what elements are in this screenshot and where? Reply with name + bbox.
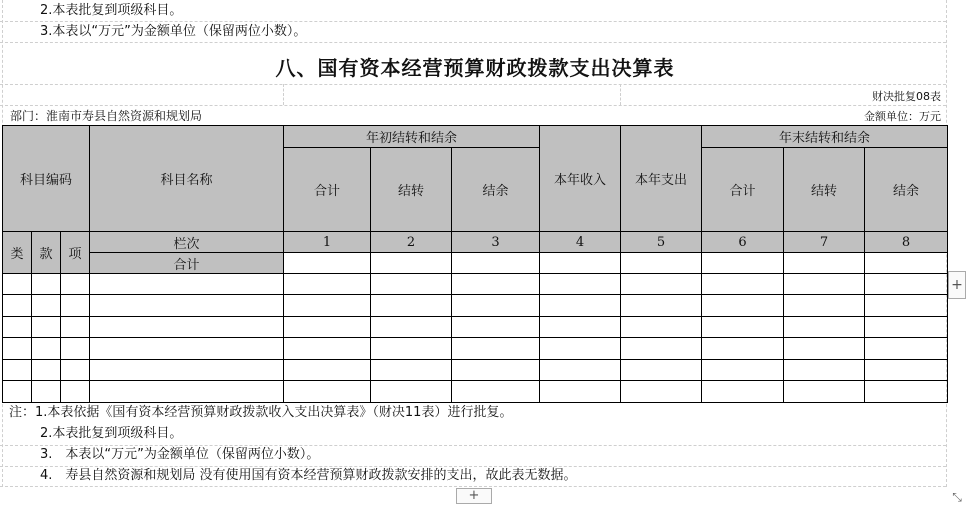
table-cell[interactable] bbox=[784, 317, 865, 338]
table-cell[interactable] bbox=[284, 317, 371, 338]
table-cell[interactable] bbox=[621, 317, 702, 338]
unit-label: 金额单位：万元 bbox=[864, 110, 941, 123]
table-cell[interactable] bbox=[702, 360, 784, 381]
column-number: 8 bbox=[865, 232, 948, 253]
table-cell[interactable] bbox=[371, 338, 452, 360]
table-row bbox=[3, 338, 948, 360]
header-subject-code: 科目编码 bbox=[3, 126, 90, 232]
table-cell[interactable] bbox=[90, 360, 284, 381]
table-cell[interactable] bbox=[371, 317, 452, 338]
table-cell[interactable] bbox=[702, 317, 784, 338]
table-cell[interactable] bbox=[32, 338, 61, 360]
table-cell[interactable] bbox=[702, 381, 784, 403]
table-row bbox=[3, 381, 948, 403]
table-cell[interactable] bbox=[865, 338, 948, 360]
header-end-carry: 结转 bbox=[784, 148, 865, 232]
column-number: 4 bbox=[540, 232, 621, 253]
gridline bbox=[0, 42, 946, 43]
total-cell[interactable] bbox=[284, 253, 371, 274]
column-number: 3 bbox=[452, 232, 540, 253]
total-cell[interactable] bbox=[784, 253, 865, 274]
table-cell[interactable] bbox=[784, 381, 865, 403]
table-cell[interactable] bbox=[284, 274, 371, 295]
table-cell[interactable] bbox=[90, 317, 284, 338]
table-cell[interactable] bbox=[61, 360, 90, 381]
table-cell[interactable] bbox=[452, 317, 540, 338]
table-cell[interactable] bbox=[3, 274, 32, 295]
total-cell[interactable] bbox=[452, 253, 540, 274]
total-cell[interactable] bbox=[702, 253, 784, 274]
column-number: 6 bbox=[702, 232, 784, 253]
total-cell[interactable] bbox=[865, 253, 948, 274]
table-row bbox=[3, 274, 948, 295]
table-cell[interactable] bbox=[61, 295, 90, 317]
table-cell[interactable] bbox=[452, 360, 540, 381]
table-cell[interactable] bbox=[32, 295, 61, 317]
table-cell[interactable] bbox=[621, 274, 702, 295]
expenditure-table bbox=[2, 125, 948, 403]
gridline bbox=[0, 486, 946, 487]
gridline bbox=[283, 84, 284, 105]
gridline bbox=[0, 105, 946, 106]
table-cell[interactable] bbox=[61, 317, 90, 338]
table-cell[interactable] bbox=[621, 360, 702, 381]
table-cell[interactable] bbox=[784, 338, 865, 360]
page-title: 八、国有资本经营预算财政拨款支出决算表 bbox=[275, 56, 675, 80]
table-cell[interactable] bbox=[702, 338, 784, 360]
table-cell[interactable] bbox=[865, 317, 948, 338]
table-cell[interactable] bbox=[702, 274, 784, 295]
table-cell[interactable] bbox=[371, 381, 452, 403]
table-cell[interactable] bbox=[452, 381, 540, 403]
header-begin-total: 合计 bbox=[284, 148, 371, 232]
table-cell[interactable] bbox=[61, 381, 90, 403]
gridline bbox=[0, 84, 946, 85]
table-row bbox=[3, 295, 948, 317]
code-item: 项 bbox=[61, 232, 90, 274]
table-cell[interactable] bbox=[540, 274, 621, 295]
table-cell[interactable] bbox=[32, 360, 61, 381]
table-cell[interactable] bbox=[865, 295, 948, 317]
header-begin-carry: 结转 bbox=[371, 148, 452, 232]
table-cell[interactable] bbox=[865, 274, 948, 295]
table-cell[interactable] bbox=[865, 360, 948, 381]
header-begin-group: 年初结转和结余 bbox=[284, 126, 540, 148]
column-number: 1 bbox=[284, 232, 371, 253]
table-cell[interactable] bbox=[540, 317, 621, 338]
table-cell[interactable] bbox=[865, 381, 948, 403]
column-number: 5 bbox=[621, 232, 702, 253]
table-cell[interactable] bbox=[3, 381, 32, 403]
table-cell[interactable] bbox=[540, 360, 621, 381]
total-label: 合计 bbox=[90, 253, 284, 274]
table-cell[interactable] bbox=[621, 338, 702, 360]
header-end-total: 合计 bbox=[702, 148, 784, 232]
table-cell[interactable] bbox=[3, 317, 32, 338]
total-cell[interactable] bbox=[371, 253, 452, 274]
add-column-button[interactable]: + bbox=[948, 271, 966, 299]
header-income: 本年收入 bbox=[540, 126, 621, 232]
resize-handle-icon[interactable]: ⤡ bbox=[952, 490, 962, 504]
table-cell[interactable] bbox=[371, 360, 452, 381]
table-cell[interactable] bbox=[702, 295, 784, 317]
table-cell[interactable] bbox=[90, 381, 284, 403]
add-row-button[interactable]: + bbox=[456, 488, 492, 504]
note-4: 4. 寿县自然资源和规划局 没有使用国有资本经营预算财政拨款安排的支出，故此表无数据。 bbox=[40, 468, 577, 483]
table-cell[interactable] bbox=[452, 338, 540, 360]
table-cell[interactable] bbox=[284, 295, 371, 317]
header-begin-balance: 结余 bbox=[452, 148, 540, 232]
code-section: 款 bbox=[32, 232, 61, 274]
column-number: 7 bbox=[784, 232, 865, 253]
table-cell[interactable] bbox=[784, 295, 865, 317]
department-label: 部门：淮南市寿县自然资源和规划局 bbox=[10, 109, 203, 123]
table-cell[interactable] bbox=[540, 338, 621, 360]
table-cell[interactable] bbox=[3, 295, 32, 317]
code-class: 类 bbox=[3, 232, 32, 274]
note-2: 2.本表批复到项级科目。 bbox=[40, 426, 183, 441]
header-subject-name: 科目名称 bbox=[90, 126, 284, 232]
table-cell[interactable] bbox=[371, 295, 452, 317]
table-cell[interactable] bbox=[90, 338, 284, 360]
table-row bbox=[3, 317, 948, 338]
table-cell[interactable] bbox=[3, 338, 32, 360]
table-cell[interactable] bbox=[452, 274, 540, 295]
table-cell[interactable] bbox=[3, 360, 32, 381]
table-cell[interactable] bbox=[621, 381, 702, 403]
table-row bbox=[3, 360, 948, 381]
table-cell[interactable] bbox=[90, 295, 284, 317]
note-3: 3. 本表以“万元”为金额单位（保留两位小数）。 bbox=[40, 447, 320, 462]
top-note-2: 2.本表批复到项级科目。 bbox=[40, 3, 183, 18]
table-cell[interactable] bbox=[32, 317, 61, 338]
column-label: 栏次 bbox=[90, 232, 284, 253]
header-expense: 本年支出 bbox=[621, 126, 702, 232]
table-cell[interactable] bbox=[371, 274, 452, 295]
gridline bbox=[620, 84, 621, 105]
column-number: 2 bbox=[371, 232, 452, 253]
table-cell[interactable] bbox=[32, 274, 61, 295]
table-cell[interactable] bbox=[61, 274, 90, 295]
table-cell[interactable] bbox=[540, 381, 621, 403]
table-cell[interactable] bbox=[61, 338, 90, 360]
header-end-balance: 结余 bbox=[865, 148, 948, 232]
header-end-group: 年末结转和结余 bbox=[702, 126, 948, 148]
table-cell[interactable] bbox=[452, 295, 540, 317]
table-cell[interactable] bbox=[90, 274, 284, 295]
table-cell[interactable] bbox=[784, 274, 865, 295]
total-cell[interactable] bbox=[540, 253, 621, 274]
form-code: 财决批复08表 bbox=[872, 90, 941, 103]
table-cell[interactable] bbox=[540, 295, 621, 317]
table-cell[interactable] bbox=[284, 338, 371, 360]
table-cell[interactable] bbox=[284, 360, 371, 381]
table-cell[interactable] bbox=[284, 381, 371, 403]
top-note-3: 3.本表以“万元”为金额单位（保留两位小数）。 bbox=[40, 24, 307, 39]
table-cell[interactable] bbox=[621, 295, 702, 317]
table-cell[interactable] bbox=[32, 381, 61, 403]
table-cell[interactable] bbox=[784, 360, 865, 381]
note-1: 注：1.本表依据《国有资本经营预算财政拨款收入支出决算表》（财决11表）进行批复。 bbox=[9, 405, 513, 420]
total-cell[interactable] bbox=[621, 253, 702, 274]
gridline bbox=[0, 21, 946, 22]
